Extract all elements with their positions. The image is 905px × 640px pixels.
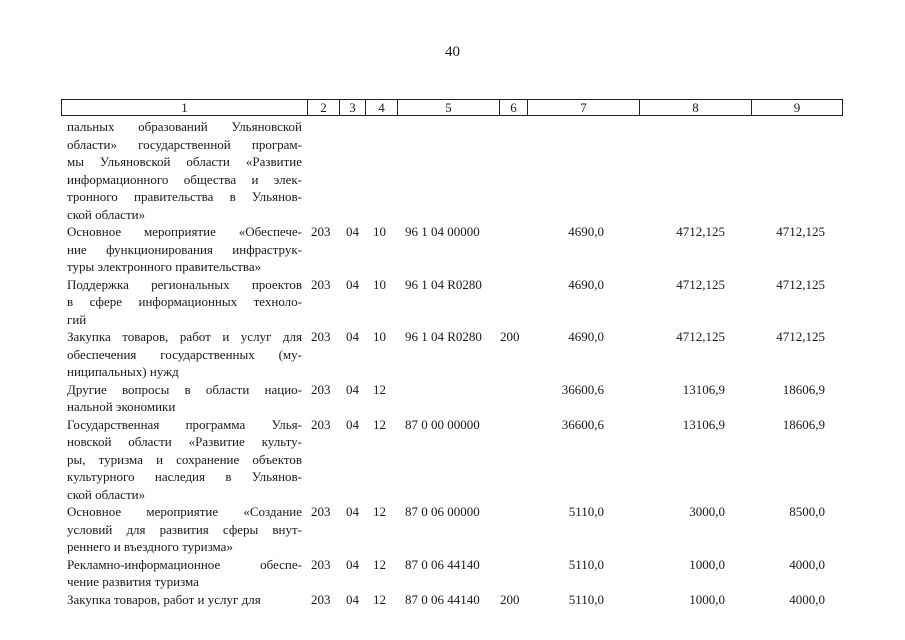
cell-col-2: 203 [311,416,331,432]
header-col-1: 1 [62,100,308,115]
header-col-8: 8 [640,100,752,115]
page-number: 40 [445,44,460,60]
table-row [0,591,905,609]
cell-col-5: 96 1 04 R0280 [405,276,482,292]
row-description [67,381,302,416]
cell-col-2: 203 [311,329,331,344]
description-line: реннего и въездного туризма» [67,539,233,554]
description-line: Государственная программа Улья- [67,416,302,432]
table-row [0,503,905,556]
cell-col-2: 203 [311,504,331,519]
description-line: нальной экономики [67,399,176,414]
description-line: тронного правительства в Ульянов- [67,189,302,204]
cell-col-8: 4712,125 [676,329,725,344]
cell-col-4: 12 [373,556,386,572]
description-line: Закупка товаров, работ и услуг для [67,591,261,607]
table-row [0,556,905,591]
row-description [67,223,302,276]
cell-col-5: 87 0 06 44140 [405,556,480,572]
cell-col-9: 4712,125 [776,329,825,344]
cell-col-7: 4690,0 [568,276,604,292]
cell-col-5: 87 0 06 00000 [405,504,480,519]
description-line: ры, туризма и сохранение объектов [67,451,302,467]
cell-col-8: 4712,125 [676,276,725,292]
cell-col-9: 4712,125 [776,276,825,292]
cell-col-4: 12 [373,381,386,397]
cell-col-3: 04 [346,556,359,572]
table-header [61,99,843,116]
description-line: Основное мероприятие «Создание [67,504,302,519]
row-description [67,591,302,609]
header-col-6: 6 [500,100,528,115]
description-line: Другие вопросы в области нацио- [67,381,302,397]
cell-col-5: 87 0 00 00000 [405,416,480,432]
cell-col-3: 04 [346,276,359,292]
description-line: пальных образований Ульяновской [67,119,302,134]
description-line: новской области «Развитие культу- [67,434,302,449]
cell-col-9: 8500,0 [789,504,825,519]
cell-col-2: 203 [311,591,331,607]
description-line: ской области» [67,206,146,222]
cell-col-8: 4712,125 [676,224,725,239]
cell-col-3: 04 [346,591,359,607]
row-description [67,416,302,504]
cell-col-3: 04 [346,416,359,432]
description-line: Рекламно-информационное обеспе- [67,556,302,572]
cell-col-6: 200 [500,591,520,607]
row-description [67,328,302,381]
cell-col-4: 10 [373,329,386,344]
cell-col-4: 12 [373,591,386,607]
description-line: чение развития туризма [67,574,199,589]
cell-col-9: 4712,125 [776,224,825,239]
header-col-9: 9 [793,100,801,115]
description-line: в сфере информационных техноло- [67,294,302,309]
cell-col-3: 04 [346,504,359,519]
header-col-3: 3 [340,100,366,115]
table-row [0,381,905,416]
cell-col-9: 4000,0 [789,556,825,572]
cell-col-7: 36600,6 [561,381,604,397]
row-description [67,556,302,591]
header-col-5: 5 [398,100,500,115]
table-row [0,223,905,276]
description-line: ние функционирования инфраструк- [67,241,302,257]
cell-col-7: 5110,0 [568,504,604,519]
row-description [67,276,302,329]
cell-col-4: 10 [373,224,386,239]
cell-col-9: 18606,9 [782,381,825,397]
cell-col-3: 04 [346,329,359,344]
description-line: ской области» [67,486,146,502]
cell-col-7: 4690,0 [568,329,604,344]
description-line: обеспечения государственных (му- [67,346,302,362]
cell-col-9: 18606,9 [782,416,825,432]
cell-col-4: 12 [373,504,386,519]
table-row [0,328,905,381]
description-line: Поддержка региональных проектов [67,276,302,292]
cell-col-8: 13106,9 [682,381,725,397]
cell-col-9: 4000,0 [789,591,825,607]
description-line: условий для развития сферы внут- [67,521,302,537]
table-row [0,276,905,329]
cell-col-3: 04 [346,224,359,239]
cell-col-7: 5110,0 [568,591,604,607]
description-line: ниципальных) нужд [67,364,179,379]
header-col-7: 7 [528,100,640,115]
cell-col-2: 203 [311,556,331,572]
description-line: информационного общества и элек- [67,171,302,187]
table-row [0,416,905,504]
description-line: гий [67,311,87,327]
description-line: мы Ульяновской области «Развитие [67,154,302,169]
header-col-2: 2 [308,100,340,115]
row-description [67,118,302,223]
cell-col-5: 87 0 06 44140 [405,591,480,607]
row-description [67,503,302,556]
table-body [0,118,905,608]
description-line: Закупка товаров, работ и услуг для [67,329,302,344]
cell-col-7: 36600,6 [561,416,604,432]
cell-col-2: 203 [311,276,331,292]
description-line: туры электронного правительства» [67,259,262,274]
table-row [0,118,905,223]
header-col-4: 4 [366,100,398,115]
cell-col-8: 1000,0 [689,556,725,572]
cell-col-8: 13106,9 [682,416,725,432]
cell-col-2: 203 [311,224,331,239]
description-line: области» государственной програм- [67,136,302,152]
cell-col-4: 10 [373,276,386,292]
cell-col-4: 12 [373,416,386,432]
cell-col-2: 203 [311,381,331,397]
description-line: культурного наследия в Ульянов- [67,469,302,484]
cell-col-3: 04 [346,381,359,397]
description-line: Основное мероприятие «Обеспече- [67,224,302,239]
cell-col-8: 3000,0 [689,504,725,519]
cell-col-5: 96 1 04 R0280 [405,329,482,344]
cell-col-7: 5110,0 [568,556,604,572]
cell-col-7: 4690,0 [568,224,604,239]
cell-col-8: 1000,0 [689,591,725,607]
cell-col-5: 96 1 04 00000 [405,224,480,239]
cell-col-6: 200 [500,329,520,344]
